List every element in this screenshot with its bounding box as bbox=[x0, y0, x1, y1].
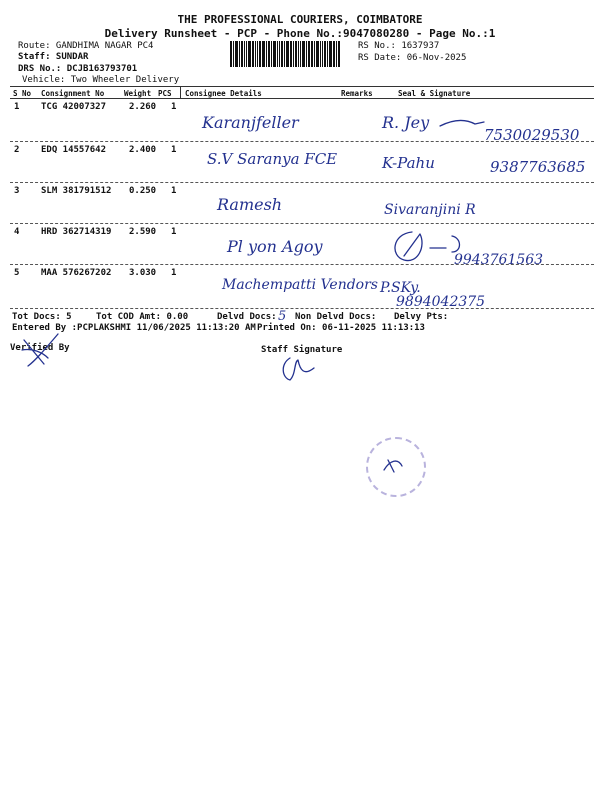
header-divider bbox=[180, 86, 181, 98]
total-cod-amount: Tot COD Amt: 0.00 bbox=[96, 312, 189, 322]
row4-sno: 4 bbox=[14, 227, 20, 237]
route-label: Route: GANDHIMA NAGAR PC4 bbox=[18, 41, 154, 51]
row3-pcs: 1 bbox=[171, 186, 177, 196]
row2-consignment: EDQ 14557642 bbox=[41, 145, 107, 155]
row5-pcs: 1 bbox=[171, 268, 177, 278]
row1-consignment: TCG 42007327 bbox=[41, 102, 107, 112]
row3-consignee-handwriting bbox=[215, 192, 335, 220]
svg-text:Pl yon Agoy: Pl yon Agoy bbox=[227, 237, 323, 256]
col-header-pcs: PCS bbox=[158, 89, 172, 98]
vehicle-label: Vehicle: Two Wheeler Delivery bbox=[22, 75, 180, 85]
svg-text:7530029530: 7530029530 bbox=[484, 126, 580, 144]
col-header-consignee: Consignee Details bbox=[185, 89, 262, 98]
row5-consignment: MAA 576267202 bbox=[41, 268, 112, 278]
row5-weight: 3.030 bbox=[129, 268, 157, 278]
row1-sno: 1 bbox=[14, 102, 20, 112]
row1-weight: 2.260 bbox=[129, 102, 157, 112]
non-delivered-docs-label: Non Delvd Docs: bbox=[295, 312, 377, 322]
svg-text:9943761563: 9943761563 bbox=[454, 252, 544, 268]
delivery-points-label: Delvy Pts: bbox=[394, 312, 449, 322]
total-docs: Tot Docs: 5 bbox=[12, 312, 72, 322]
entered-by: Entered By :PCPLAKSHMI 11/06/2025 11:13:20 AM bbox=[12, 323, 256, 333]
row4-signature bbox=[390, 228, 580, 274]
row1-consignee-handwriting bbox=[200, 108, 350, 138]
svg-text:R. Jey: R. Jey bbox=[382, 113, 430, 132]
header-bottom-rule bbox=[10, 98, 594, 99]
staff-signature-mark bbox=[276, 354, 326, 384]
svg-text:9387763685: 9387763685 bbox=[490, 158, 586, 176]
rs-date: RS Date: 06-Nov-2025 bbox=[358, 53, 467, 63]
verified-by-signature bbox=[18, 328, 64, 372]
drs-label: DRS No.: DCJB163793701 bbox=[18, 64, 138, 74]
stamp-scribble bbox=[380, 452, 410, 478]
row2-weight: 2.400 bbox=[129, 145, 157, 155]
verified-by-label: Verified By bbox=[10, 343, 70, 353]
row3-signature bbox=[384, 198, 504, 224]
row2-sno: 2 bbox=[14, 145, 20, 155]
row5-sno: 5 bbox=[14, 268, 20, 278]
svg-text:5: 5 bbox=[278, 309, 287, 324]
printed-on: Printed On: 06-11-2025 11:13:13 bbox=[257, 323, 425, 333]
company-title: THE PROFESSIONAL COURIERS, COIMBATORE bbox=[177, 13, 423, 26]
row1-signature bbox=[380, 110, 580, 144]
delivered-docs-label: Delvd Docs: bbox=[217, 312, 277, 322]
svg-text:S.V Saranya FCE: S.V Saranya FCE bbox=[207, 150, 338, 168]
row4-consignment: HRD 362714319 bbox=[41, 227, 112, 237]
row3-consignment: SLM 381791512 bbox=[41, 186, 112, 196]
row4-consignee-handwriting bbox=[225, 232, 345, 262]
row3-sno: 3 bbox=[14, 186, 20, 196]
rs-number: RS No.: 1637937 bbox=[358, 41, 440, 51]
svg-text:Machempatti Vendors: Machempatti Vendors bbox=[222, 277, 378, 293]
row2-pcs: 1 bbox=[171, 145, 177, 155]
row4-pcs: 1 bbox=[171, 227, 177, 237]
svg-text:Sivaranjini R: Sivaranjini R bbox=[384, 202, 476, 218]
row2-consignee-handwriting bbox=[205, 148, 338, 190]
table-top-rule bbox=[10, 86, 594, 87]
svg-text:K-Pahu: K-Pahu bbox=[382, 154, 435, 172]
row4-weight: 2.590 bbox=[129, 227, 157, 237]
row3-rule bbox=[10, 223, 594, 224]
svg-text:Karanjfeller: Karanjfeller bbox=[202, 113, 299, 132]
col-header-consignment: Consignment No bbox=[41, 89, 105, 98]
barcode bbox=[230, 41, 354, 67]
row5-signature bbox=[378, 276, 548, 310]
staff-label: Staff: SUNDAR bbox=[18, 52, 89, 62]
col-header-weight: Weight bbox=[124, 89, 152, 98]
runsheet-subtitle: Delivery Runsheet - PCP - Phone No.:9047080280 - Page No.:1 bbox=[104, 27, 496, 40]
row1-pcs: 1 bbox=[171, 102, 177, 112]
row3-weight: 0.250 bbox=[129, 186, 157, 196]
svg-text:9894042375: 9894042375 bbox=[396, 294, 486, 310]
svg-text:P.SKy.: P.SKy. bbox=[380, 280, 421, 296]
col-header-seal: Seal & Signature bbox=[398, 89, 471, 98]
row2-signature bbox=[380, 152, 586, 182]
svg-text:Ramesh: Ramesh bbox=[217, 195, 283, 214]
staff-signature-label: Staff Signature bbox=[261, 345, 343, 355]
col-header-sno: S No bbox=[13, 89, 32, 98]
col-header-remarks: Remarks bbox=[341, 89, 373, 98]
